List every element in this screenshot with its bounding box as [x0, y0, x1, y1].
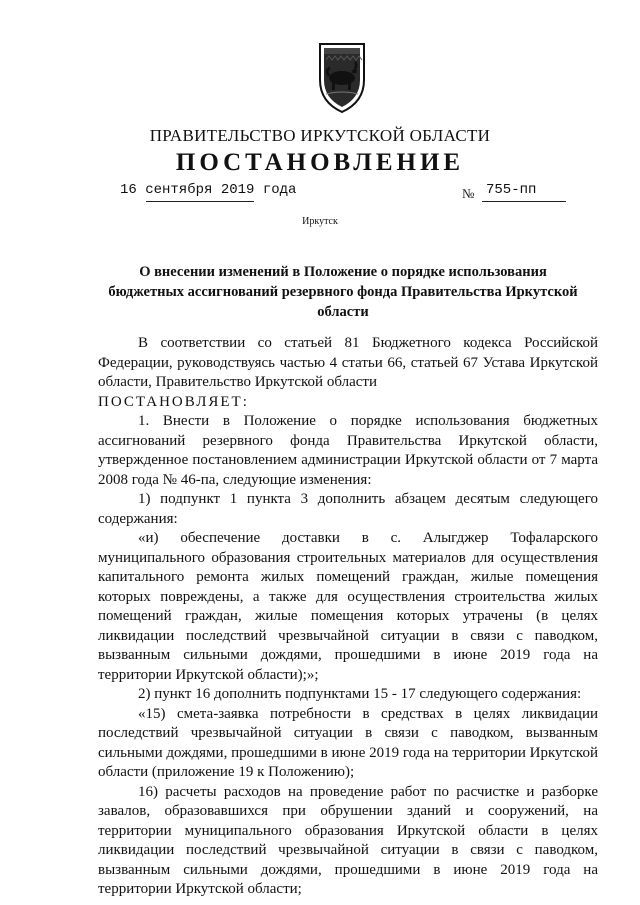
- body-paragraph: 2) пункт 16 дополнить подпунктами 15 - 17 следующего содержания:: [138, 686, 582, 702]
- document-title: О внесении изменений в Положение о порядке использования бюджетных ассигнований резервного фонда Правительства Иркутской области: [108, 264, 578, 320]
- organization-name: ПРАВИТЕЛЬСТВО ИРКУТСКОЙ ОБЛАСТИ: [149, 126, 491, 145]
- document-date: 16 сентября 2019 года: [120, 182, 297, 198]
- number-underline: [482, 201, 566, 202]
- body-paragraph: 1. Внести в Положение о порядке использования бюджетных ассигнований резервного фонда Правительства Иркутской области, утвержденное постановлением администрации Иркутской области от 7 марта 2008 года № 46-па, следующие изменения:: [98, 413, 598, 488]
- body-paragraph: 1) подпункт 1 пункта 3 дополнить абзацем десятым следующего содержания:: [98, 491, 598, 527]
- document-number: 755-пп: [486, 182, 537, 198]
- body-paragraph: «и) обеспечение доставки в с. Алыгджер Тофаларского муниципального образования строительных материалов для осуществления капитального ремонта жилых помещений граждан, жилые помещения которых повреждены, а также для осуществления строительства жилых помещений граждан, жилые помещения которых утрачены (в целях ликвидации последствий чрезвычайной ситуации в связи с паводком, вызванным сильными дождями, прошедшими в июне 2019 года на территории Иркутской области);»;: [98, 530, 598, 683]
- document-type: ПОСТАНОВЛЕНИЕ: [175, 149, 465, 176]
- body-paragraph: «15) смета-заявка потребности в средствах в целях ликвидации последствий чрезвычайной ситуации в связи с паводком, вызванным сильными дождями, прошедшими в июне 2019 года на территории Иркутской области (приложение 19 к Положению);: [98, 705, 598, 780]
- number-label: №: [462, 186, 475, 201]
- coat-of-arms-icon: [312, 40, 372, 116]
- body-paragraph: 16) расчеты расходов на проведение работ по расчистке и разборке завалов, образовавшихся при обрушении зданий и сооружений, на территории муниципального образования Иркутской области в целях ликвидации последствий чрезвычайной ситуации в связи с паводком, вызванным сильными дождями, прошедшими в июне 2019 года на территории Иркутской области;: [98, 783, 598, 897]
- document-body: [98, 334, 598, 900]
- resolution-keyword: ПОСТАНОВЛЯЕТ:: [98, 393, 249, 410]
- document-city: Иркутск: [302, 216, 338, 227]
- body-paragraph: В соответствии со статьей 81 Бюджетного кодекса Российской Федерации, руководствуясь частью 4 статьи 66, статьей 67 Устава Иркутской области, Правительство Иркутской области: [98, 335, 598, 390]
- date-underline: [146, 201, 254, 202]
